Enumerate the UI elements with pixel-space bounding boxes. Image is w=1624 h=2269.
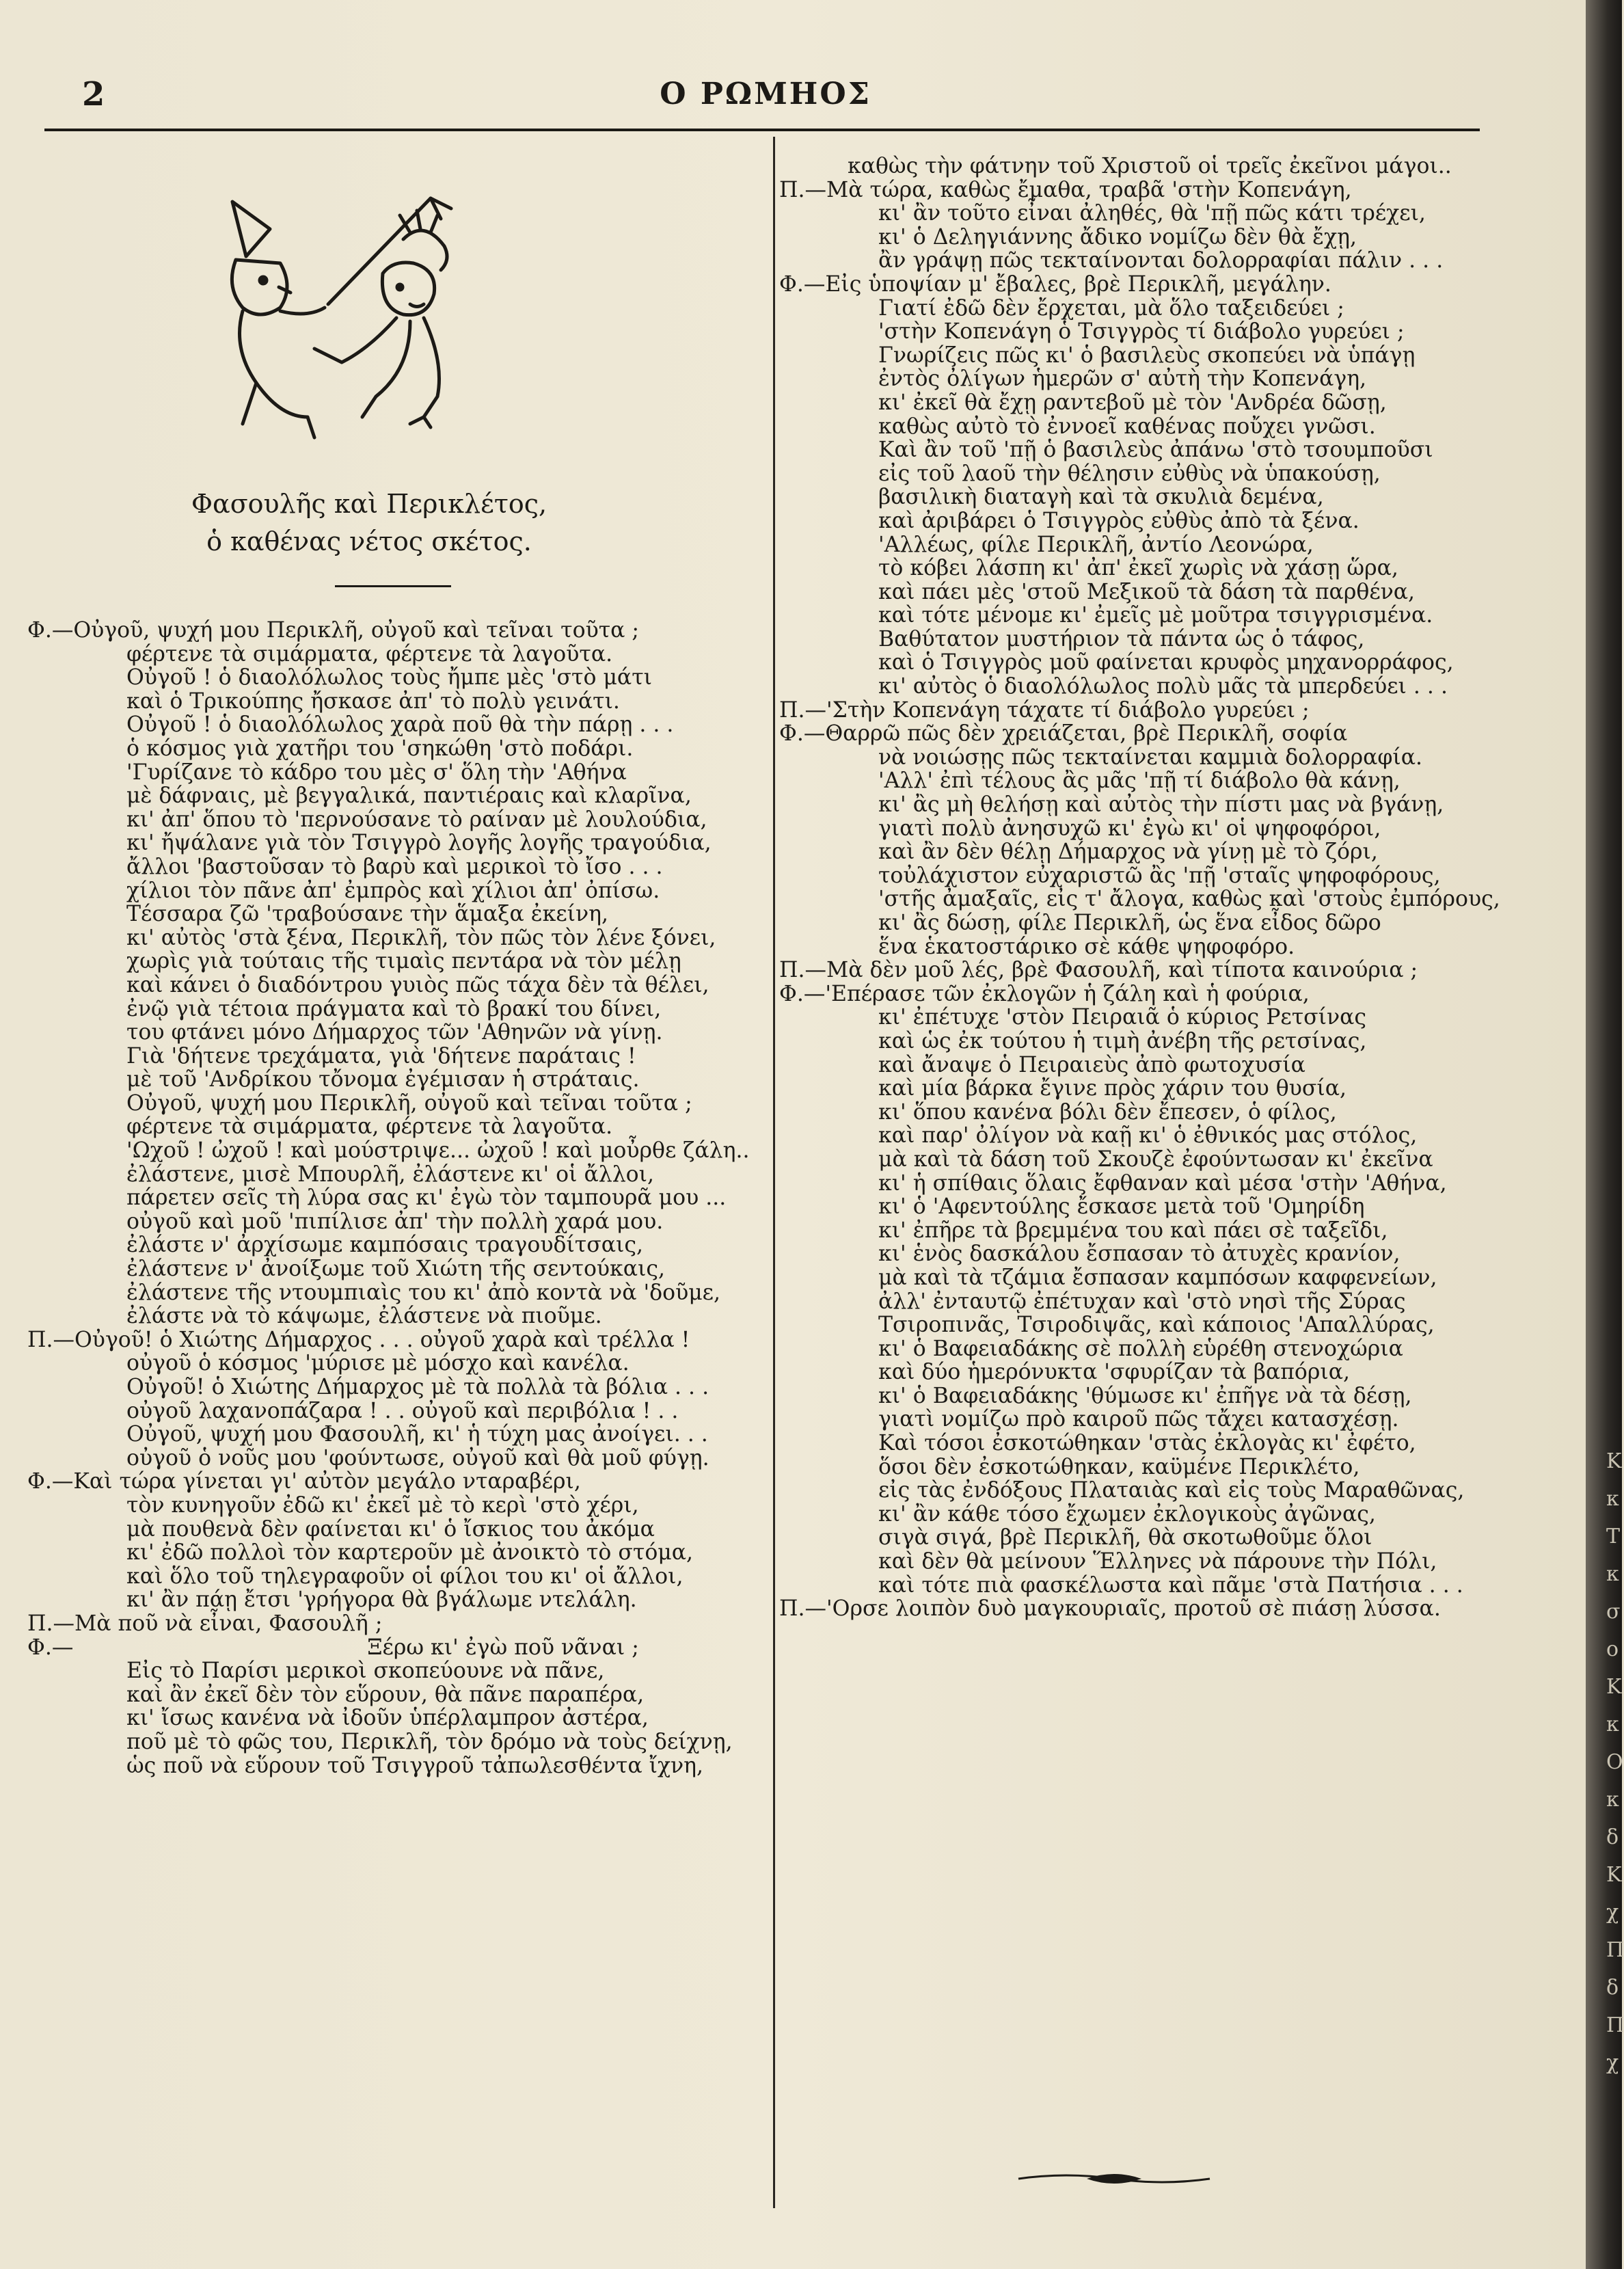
edge-letter: Π	[1606, 2013, 1624, 2037]
verse-text: χωρὶς γιὰ τούταις τῆς τιμαὶς πεντάρα νὰ τὸν μέλῃ	[126, 949, 681, 974]
verse-text: καὶ τότε μένομε κι' ἐμεῖς μὲ μοῦτρα τσιγγρισμένα.	[878, 603, 1433, 628]
verse-text: εἰς τοῦ λαοῦ τὴν θέλησιν εὐθὺς νὰ ὑπακούσῃ,	[878, 461, 1381, 486]
verse-line	[27, 1612, 745, 1636]
verse-line	[779, 1432, 1500, 1455]
edge-letter: ο	[1606, 1637, 1619, 1661]
verse-text: οὐγοῦ ὁ νοῦς μου 'φούντωσε, οὐγοῦ καὶ θὰ μοῦ φύγῃ.	[126, 1445, 709, 1471]
verse-line	[27, 1352, 745, 1375]
verse-text: ἂν γράψῃ πῶς τεκταίνονται δολορραφίαι πάλιν . . .	[878, 248, 1444, 273]
verse-text: κι' ἂν πάῃ ἔτσι 'γρήγορα θὰ βγάλωμε ντελάλη.	[126, 1587, 637, 1613]
verse-text: κι' ἂς μὴ θελήσῃ καὶ αὐτὸς τὴν πίστι μας νὰ βγάνῃ,	[878, 792, 1444, 818]
verse-text: 'στῆς ἀμαξαῖς, εἰς τ' ἄλογα, καθὼς καὶ 'στοὺς ἐμπόρους,	[878, 887, 1500, 912]
verse-line	[779, 887, 1500, 911]
speaker-label: Φ.—	[27, 618, 74, 643]
verse-line	[27, 974, 745, 997]
verse-line	[779, 1077, 1500, 1101]
verse-text: κι' ἐπῆρε τὰ βρεμμένα του καὶ πάει σὲ ταξεῖδι,	[878, 1218, 1388, 1243]
verse-line	[779, 628, 1500, 652]
edge-letter: Π	[1606, 1938, 1624, 1962]
verse-text: ἐλάστε νὰ τὸ κάψωμε, ἐλάστενε νὰ πιοῦμε.	[126, 1304, 602, 1329]
verse-text: Εἰς τὸ Παρίσι μερικοὶ σκοπεύουνε νὰ πᾶνε,	[126, 1659, 605, 1684]
verse-text: μὲ τοῦ 'Ανδρίκου τὄνομα ἐγέμισαν ἡ στράταις.	[126, 1067, 640, 1092]
verse-text: Μὰ τώρα, καθὼς ἔμαθα, τραβᾶ 'στὴν Κοπενάγη,	[826, 177, 1352, 202]
edge-letter: Τ	[1606, 1525, 1621, 1548]
verse-line	[779, 1242, 1500, 1266]
verse-text: Οὐγοῦ, ψυχή μου Περικλῆ, οὐγοῦ καὶ τεῖναι τοῦτα ;	[126, 1090, 692, 1116]
verse-text: Γνωρίζεις πῶς κι' ὁ βασιλεὺς σκοπεύει νὰ ὑπάγῃ	[878, 343, 1416, 368]
speaker-label: Φ.—	[27, 1469, 74, 1494]
verse-text: Τσιροπινᾶς, Τσιροδιψᾶς, καὶ κάποιος 'Απαλλύρας,	[878, 1313, 1435, 1338]
verse-line	[779, 580, 1500, 604]
caption-rule	[335, 585, 451, 587]
verse-line	[27, 1588, 745, 1612]
verse-line	[27, 713, 745, 737]
verse-text: ἄλλοι 'βαστοῦσαν τὸ βαρὺ καὶ μερικοὶ τὸ ἴσο . . .	[126, 854, 663, 879]
verse-line	[779, 533, 1500, 557]
verse-line	[27, 1565, 745, 1589]
verse-text: Οὐγοῦ! ὁ Χιώτης Δήμαρχος . . . οὐγοῦ χαρὰ καὶ τρέλλα !	[74, 1327, 690, 1352]
verse-text: πάρετεν σεῖς τὴ λύρα σας κι' ἐγὼ τὸν ταμπουρᾶ μου ...	[126, 1185, 727, 1211]
edge-letter: κ	[1606, 1788, 1619, 1812]
verse-text: μὲ δάφναις, μὲ βεγγαλικά, παντιέραις καὶ κλαρῖνα,	[126, 783, 692, 809]
verse-text: Οὐγοῦ, ψυχή μου Περικλῆ, οὐγοῦ καὶ τεῖναι τοῦτα ;	[73, 618, 640, 643]
verse-text: φέρτενε τὰ σιμάρματα, φέρτενε τὰ λαγοῦτα.	[126, 1114, 613, 1140]
speaker-label: Φ.—	[27, 1635, 74, 1660]
verse-text: μὰ καὶ τὰ τζάμια ἔσπασαν καμπόσων καφφενείων,	[878, 1265, 1437, 1290]
verse-line	[779, 1479, 1500, 1503]
verse-text: γιατὶ νομίζω πρὸ καιροῦ πῶς τἄχει κατασχέσῃ.	[878, 1407, 1399, 1432]
verse-line	[27, 737, 745, 761]
verse-line	[779, 178, 1500, 202]
verse-line	[779, 935, 1500, 959]
header-rule	[44, 129, 1480, 131]
verse-line	[27, 1423, 745, 1447]
verse-line	[27, 1659, 745, 1683]
verse-line	[27, 690, 745, 714]
verse-line	[27, 902, 745, 926]
verse-text: καὶ ἄναψε ὁ Πειραιεὺς ἀπὸ φωτοχυσία	[878, 1052, 1305, 1077]
verse-text: κι' ἑνὸς δασκάλου ἔσπασαν τὸ ἀτυχὲς κρανίον,	[878, 1241, 1400, 1267]
verse-text: καὶ μία βάρκα ἔγινε πρὸς χάριν του θυσία,	[878, 1076, 1347, 1101]
verse-text: κι' ὁ Δεληγιάννης ἄδικο νομίζω δὲν θὰ ἔχῃ,	[878, 224, 1357, 250]
verse-line	[27, 1163, 745, 1187]
verse-text: κι' ἴσως κανένα νὰ ἰδοῦν ὑπέρλαμπρον ἀστέρα,	[126, 1706, 649, 1731]
verse-line	[779, 485, 1500, 509]
verse-line	[779, 1290, 1500, 1314]
verse-text: φέρτενε τὰ σιμάρματα, φέρτενε τὰ λαγοῦτα.	[126, 641, 613, 667]
verse-text: κι' ἐπέτυχε 'στὸν Πειραιᾶ ὁ κύριος Ρετσίνας	[878, 1005, 1367, 1030]
caption-line-1: Φασουλῆς καὶ Περικλέτος,	[191, 489, 547, 519]
speaker-label: Π.—	[779, 177, 826, 202]
verse-text: του φτάνει μόνο Δήμαρχος τῶν 'Αθηνῶν νὰ γίνῃ.	[126, 1020, 663, 1045]
verse-line	[779, 1030, 1500, 1053]
edge-letter: Ο	[1606, 1750, 1623, 1774]
verse-text: 'Ορσε λοιπὸν δυὸ μαγκουριαῖς, προτοῦ σὲ πιάσῃ λύσσα.	[826, 1596, 1441, 1622]
verse-text: ὡς ποῦ νὰ εὕρουν τοῦ Τσιγγροῦ τἀπωλεσθέντα ἴχνη,	[126, 1753, 704, 1778]
verse-text: κι' ἂς δώσῃ, φίλε Περικλῆ, ὡς ἕνα εἶδος δῶρο	[878, 911, 1381, 935]
verse-line	[27, 1494, 745, 1518]
verse-text: Καὶ τώρα γίνεται γι' αὐτὸν μεγάλο νταραβέρι,	[73, 1469, 581, 1494]
verse-line	[779, 391, 1500, 415]
verse-text: ἐλάστενε ν' ἀνοίξωμε τοῦ Χιώτη τῆς σεντούκαις,	[126, 1257, 666, 1282]
verse-line	[779, 1148, 1500, 1172]
verse-line	[27, 1447, 745, 1471]
verse-text: 'Ωχοῦ ! ὠχοῦ ! καὶ μούστριψε... ὠχοῦ ! καὶ μοὖρθε ζάλη..	[126, 1138, 750, 1164]
verse-line	[779, 604, 1500, 628]
verse-line	[27, 1375, 745, 1399]
verse-text: οὐγοῦ καὶ μοῦ 'πιπίλισε ἀπ' τὴν πολλὴ χαρά μου.	[126, 1209, 664, 1234]
verse-line	[779, 1313, 1500, 1337]
verse-text: Καὶ τόσοι ἐσκοτώθηκαν 'στὰς ἐκλογὰς κι' ἐφέτο,	[878, 1431, 1416, 1456]
verse-text: Καὶ ἂν τοῦ 'πῇ ὁ βασιλεὺς ἀπάνω 'στὸ τσουμποῦσι	[878, 438, 1433, 463]
verse-line	[779, 1574, 1500, 1598]
verse-line	[779, 1384, 1500, 1408]
edge-letter: χ	[1606, 1901, 1619, 1924]
verse-line	[779, 1360, 1500, 1384]
verse-line	[779, 556, 1500, 580]
verse-line	[779, 1597, 1500, 1621]
verse-line	[779, 249, 1500, 273]
verse-line	[779, 320, 1500, 344]
verse-line	[27, 761, 745, 785]
verse-line	[779, 1266, 1500, 1290]
verse-line	[779, 722, 1500, 746]
verse-line	[779, 1101, 1500, 1125]
verse-line	[27, 666, 745, 690]
verse-line	[779, 509, 1500, 533]
speaker-label: Π.—	[779, 697, 826, 723]
verse-text: Οὐγοῦ! ὁ Χιώτης Δήμαρχος μὲ τὰ πολλὰ τὰ βόλια . . .	[126, 1375, 709, 1399]
verse-line	[27, 950, 745, 974]
verse-text: καὶ παρ' ὀλίγον νὰ καῇ κι' ὁ ἐθνικός μας στόλος,	[878, 1123, 1418, 1149]
verse-text: χίλιοι τὸν πᾶνε ἀπ' ἐμπρὸς καὶ χίλιοι ἀπ' ὀπίσω.	[126, 878, 660, 903]
verse-line	[27, 1045, 745, 1069]
verse-line	[27, 1730, 745, 1754]
verse-line	[779, 273, 1500, 297]
verse-line	[779, 1408, 1500, 1432]
verse-text: 'στὴν Κοπενάγη ὁ Τσιγγρὸς τί διάβολο γυρεύει ;	[878, 319, 1405, 345]
verse-line	[779, 1219, 1500, 1243]
speaker-label: Φ.—	[779, 721, 826, 747]
verse-line	[27, 1233, 745, 1257]
verse-line	[27, 1092, 745, 1116]
verse-text: ἕνα ἑκατοστάρικο σὲ κάθε ψηφοφόρο.	[878, 934, 1295, 959]
cartoon-caption	[164, 485, 574, 561]
verse-text: Βαθύτατον μυστήριον τὰ πάντα ὡς ὁ τάφος,	[878, 626, 1365, 652]
edge-letter: κ	[1606, 1487, 1619, 1511]
verse-line	[27, 1683, 745, 1707]
edge-letter: Κ	[1606, 1449, 1622, 1473]
verse-text: τὸ κόβει λάσπη κι' ἀπ' ἐκεῖ χωρὶς νὰ χάσῃ ὥρα,	[878, 556, 1398, 581]
adjacent-page-edge-text	[1606, 1442, 1622, 2082]
verse-text: Εἰς ὑποψίαν μ' ἔβαλες, βρὲ Περικλῆ, μεγάλην.	[825, 271, 1331, 297]
verse-line	[27, 1281, 745, 1305]
verse-line	[27, 1541, 745, 1565]
verse-line	[27, 1210, 745, 1234]
verse-line	[27, 1115, 745, 1139]
verse-text: καὶ ὁ Τρικούπης ἤσκασε ἀπ' τὸ πολὺ γεινάτι.	[126, 688, 620, 714]
verse-line	[779, 746, 1500, 770]
verse-line	[779, 202, 1500, 226]
verse-text: κι' αὐτὸς ὁ διαολόλωλος πολὺ μᾶς τὰ μπερδεύει . . .	[878, 674, 1448, 699]
edge-letter: χ	[1606, 2051, 1619, 2075]
verse-text: κι' ὅπου κανένα βόλι δὲν ἔπεσεν, ὁ φίλος,	[878, 1099, 1337, 1125]
verse-line	[779, 1124, 1500, 1148]
verse-line	[27, 1304, 745, 1328]
speaker-label: Π.—	[27, 1611, 75, 1636]
verse-text: κι' αὐτὸς 'στὰ ξένα, Περικλῆ, τὸν πῶς τὸν λένε ξόνει,	[126, 925, 716, 950]
verse-line	[779, 297, 1500, 321]
verse-line	[779, 958, 1500, 982]
cartoon-illustration	[205, 191, 506, 451]
verse-line	[27, 1636, 745, 1660]
verse-text: Μὰ δὲν μοῦ λές, βρὲ Φασουλῆ, καὶ τίποτα καινούρια ;	[826, 958, 1418, 983]
verse-text: τὸν κυνηγοῦν ἐδῶ κι' ἐκεῖ μὲ τὸ κερὶ 'στὸ χέρι,	[126, 1492, 639, 1518]
edge-letter: Κ	[1606, 1675, 1622, 1699]
verse-text: 'Γυρίζανε τὸ κάδρο του μὲς σ' ὅλη τὴν 'Αθήνα	[126, 760, 627, 785]
verse-text: καὶ ἂν δὲν θέλῃ Δήμαρχος νὰ γίνῃ μὲ τὸ ζόρι,	[878, 840, 1378, 865]
caption-line-2: ὁ καθένας νέτος σκέτος.	[206, 526, 532, 556]
verse-text: Θαρρῶ πῶς δὲν χρειάζεται, βρὲ Περικλῆ, σοφία	[825, 721, 1348, 747]
verse-line	[779, 911, 1500, 935]
verse-line	[779, 840, 1500, 864]
verse-text: τοὐλάχιστον εὐχαριστῶ ἂς 'πῇ 'σταῖς ψηφοφόρους,	[878, 863, 1441, 888]
verse-line	[27, 1399, 745, 1423]
speaker-label: Π.—	[779, 1596, 826, 1622]
verse-text: νὰ νοιώσῃς πῶς τεκταίνεται καμμιὰ δολορραφία.	[878, 744, 1423, 770]
verse-text: γιατὶ πολὺ ἀνησυχῶ κι' ἐγὼ κι' οἱ ψηφοφόροι,	[878, 816, 1381, 841]
verse-text: μὰ καὶ τὰ δάση τοῦ Σκουζὲ ἐφούντωσαν κι' ἐκεῖνα	[878, 1146, 1433, 1172]
verse-text: καὶ τότε πιὰ φασκέλωστα καὶ πᾶμε 'στὰ Πατήσια . . .	[878, 1572, 1463, 1598]
verse-line	[779, 438, 1500, 462]
verse-line	[27, 1328, 745, 1352]
verse-line	[27, 1138, 750, 1164]
verse-line	[27, 831, 745, 855]
verse-text: κι' ἂν κάθε τόσο ἔχωμεν ἐκλογικοὺς ἀγῶνας,	[878, 1501, 1376, 1527]
verse-text: κι' ὁ Βαφειαδάκης 'θύμωσε κι' ἐπῆγε νὰ τὰ δέσῃ,	[878, 1383, 1412, 1408]
verse-line	[779, 1195, 1500, 1219]
verse-line	[779, 1526, 1500, 1550]
speaker-label: Π.—	[779, 958, 826, 983]
verse-text: εἰς τὰς ἐνδόξους Πλαταιὰς καὶ εἰς τοὺς Μαραθῶνας,	[878, 1478, 1465, 1503]
verse-text: Οὐγοῦ ! ὁ διαολόλωλος τοὺς ἤμπε μὲς 'στὸ μάτι	[126, 665, 652, 690]
verse-line	[27, 1754, 745, 1778]
verse-line	[27, 1706, 745, 1730]
verse-line	[27, 879, 745, 903]
verse-text: οὐγοῦ λαχανοπάζαρα ! . . οὐγοῦ καὶ περιβόλια ! . .	[126, 1398, 679, 1423]
verse-text: καὶ ὅλο τοῦ τηλεγραφοῦν οἱ φίλοι του κι' οἱ ἄλλοι,	[126, 1563, 684, 1589]
verse-text: Μὰ ποῦ νὰ εἶναι, Φασουλῆ ;	[74, 1611, 383, 1636]
speaker-label: Π.—	[27, 1327, 75, 1352]
verse-line	[779, 1053, 1500, 1077]
verse-text: Οὐγοῦ ! ὁ διαολόλωλος χαρὰ ποῦ θὰ τὴν πάρῃ . . .	[126, 712, 674, 738]
verse-line	[779, 415, 1500, 439]
verse-text: Γιατί ἐδῶ δὲν ἔρχεται, μὰ ὅλο ταξειδεύει ;	[878, 295, 1344, 321]
verse-line	[27, 1021, 745, 1045]
verse-text: ὁ κόσμος γιὰ χατῆρι του 'σηκώθη 'στὸ ποδάρι.	[126, 736, 634, 761]
verse-line	[779, 155, 1500, 178]
edge-letter: Κ	[1606, 1863, 1622, 1887]
verse-line	[779, 817, 1500, 841]
verse-line	[779, 675, 1500, 699]
verse-text: κι' ὁ 'Αφεντούλης ἔσκασε μετὰ τοῦ 'Ομηρίδη	[878, 1194, 1365, 1220]
verse-text: ἐλάστε ν' ἀρχίσωμε καμπόσαις τραγουδίτσαις,	[126, 1233, 643, 1258]
verse-text: Οὐγοῦ, ψυχή μου Φασουλῆ, κι' ἡ τύχη μας ἀνοίγει. . .	[126, 1422, 708, 1447]
verse-text: καὶ δύο ἡμερόνυκτα 'σφυρίζαν τὰ βαπόρια,	[878, 1360, 1351, 1385]
verse-text: κι' ὁ Βαφειαδάκης σὲ πολλὴ εὑρέθη στενοχώρια	[878, 1336, 1403, 1361]
verse-text: ἐλάστενε τῆς ντουμπιαὶς του κι' ἀπὸ κοντὰ νὰ 'δοῦμε,	[126, 1280, 721, 1305]
verse-text: 'Επέρασε τῶν ἐκλογῶν ἡ ζάλη καὶ ἡ φούρια,	[825, 981, 1310, 1006]
verse-text: καὶ ἂν ἐκεῖ δὲν τὸν εὕρουν, θὰ πᾶνε παραπέρα,	[126, 1682, 645, 1707]
verse-text: καὶ πάει μὲς 'στοῦ Μεξικοῦ τὰ δάση τὰ παρθένα,	[878, 579, 1416, 604]
verse-text: καὶ ἀριβάρει ὁ Τσιγγρὸς εὐθὺς ἀπὸ τὰ ξένα.	[878, 508, 1359, 533]
page-number: 2	[82, 75, 105, 113]
verse-text: Ξέρω κι' ἐγὼ ποῦ νᾶναι ;	[367, 1635, 639, 1660]
edge-letter: κ	[1606, 1562, 1619, 1586]
verse-text: ἐλάστενε, μισὲ Μπουρλῆ, ἐλάστενε κι' οἱ ἄλλοι,	[126, 1162, 655, 1187]
verse-text: ὅσοι δὲν ἐσκοτώθηκαν, καϋμένε Περικλέτο,	[878, 1454, 1360, 1479]
verse-text: κι' ἡ σπίθαις ὅλαις ἔφθαναν καὶ μέσα 'στὴν 'Αθήνα,	[878, 1170, 1447, 1196]
journal-title: Ο ΡΩΜΗΟΣ	[660, 77, 871, 111]
verse-line	[27, 1257, 745, 1281]
verse-line	[27, 1470, 745, 1494]
verse-line	[27, 1068, 745, 1092]
edge-letter: κ	[1606, 1713, 1619, 1736]
verse-line	[779, 1503, 1500, 1527]
verse-line	[779, 699, 1500, 723]
verse-line	[779, 864, 1500, 888]
verse-line	[27, 784, 745, 808]
verse-line	[779, 344, 1500, 368]
verse-text: 'Αλλ' ἐπὶ τέλους ἂς μᾶς 'πῇ τί διάβολο θὰ κάνῃ,	[878, 768, 1400, 794]
verse-line	[779, 1550, 1500, 1574]
edge-letter: σ	[1606, 1600, 1621, 1624]
verse-line	[27, 619, 745, 643]
verse-text: ποῦ μὲ τὸ φῶς του, Περικλῆ, τὸν δρόμο νὰ τοὺς δείχνῃ,	[126, 1729, 733, 1754]
verse-text: κι' ἀπ' ὅπου τὸ 'περνούσανε τὸ ραίναν μὲ λουλούδια,	[126, 807, 707, 832]
verse-line	[27, 855, 745, 879]
verse-text: μὰ πουθενὰ δὲν φαίνεται κι' ὁ ἴσκιος του ἀκόμα	[126, 1516, 655, 1542]
verse-line	[779, 651, 1500, 675]
verse-line	[27, 643, 745, 667]
closing-ornament	[1012, 2171, 1217, 2187]
verse-line	[779, 226, 1500, 250]
left-column-verse	[27, 618, 750, 1778]
verse-line	[779, 1455, 1500, 1479]
edge-letter: δ	[1606, 1976, 1619, 2000]
verse-line	[779, 1337, 1500, 1361]
verse-text: 'Στὴν Κοπενάγη τάχατε τί διάβολο γυρεύει ;	[826, 697, 1310, 723]
verse-text: Γιὰ 'δήτενε τρεχάματα, γιὰ 'δήτενε παράταις !	[126, 1043, 636, 1069]
verse-text: κι' ἂν τοῦτο εἶναι ἀληθές, θὰ 'πῇ πῶς κάτι τρέχει,	[878, 201, 1426, 226]
verse-line	[27, 1518, 745, 1542]
verse-text: καὶ ὁ Τσιγγρὸς μοῦ φαίνεται κρυφὸς μηχανορράφος,	[878, 650, 1454, 675]
verse-line	[779, 1006, 1500, 1030]
verse-text: οὐγοῦ ὁ κόσμος 'μύρισε μὲ μόσχο καὶ κανέλα.	[126, 1351, 630, 1376]
verse-text: κι' ἐδῶ πολλοὶ τὸν καρτεροῦν μὲ ἀνοικτὸ τὸ στόμα,	[126, 1540, 694, 1566]
verse-line	[27, 1186, 745, 1210]
verse-text: ἐντὸς ὀλίγων ἡμερῶν σ' αὐτὴ τὴν Κοπενάγη,	[878, 366, 1367, 392]
verse-line	[27, 926, 745, 950]
verse-line	[779, 769, 1500, 793]
verse-text: καὶ δὲν θὰ μείνουν Ἕλληνες νὰ πάρουνε τὴν Πόλι,	[878, 1549, 1437, 1574]
edge-letter: δ	[1606, 1825, 1619, 1849]
verse-text: κι' ἐκεῖ θὰ ἔχῃ ραντεβοῦ μὲ τὸν 'Ανδρέα δῶσῃ,	[878, 390, 1387, 415]
verse-text: ἀλλ' ἐνταυτῷ ἐπέτυχαν καὶ 'στὸ νησὶ τῆς Σύρας	[878, 1289, 1406, 1314]
speaker-label: Φ.—	[779, 981, 826, 1006]
verse-text: καὶ ὡς ἐκ τούτου ἡ τιμὴ ἀνέβη τῆς ρετσίνας,	[878, 1028, 1367, 1053]
page-header	[48, 68, 1483, 123]
verse-text: καθὼς αὐτὸ τὸ ἐννοεῖ καθένας ποὔχει γνῶσι.	[878, 414, 1376, 439]
verse-line	[779, 1172, 1500, 1196]
speaker-label: Φ.—	[779, 271, 826, 297]
verse-line	[779, 462, 1500, 486]
verse-text: σιγὰ σιγά, βρὲ Περικλῆ, θὰ σκοτωθοῦμε ὅλοι	[878, 1525, 1372, 1550]
column-divider	[773, 137, 775, 2208]
verse-line	[779, 793, 1500, 817]
verse-line	[779, 367, 1500, 391]
verse-text: καθὼς τὴν φάτνην τοῦ Χριστοῦ οἱ τρεῖς ἐκεῖνοι μάγοι..	[848, 154, 1452, 178]
verse-text: 'Αλλέως, φίλε Περικλῆ, ἀντίο Λεονώρα,	[878, 532, 1314, 557]
verse-line	[27, 997, 745, 1021]
verse-text: βασιλικὴ διαταγὴ καὶ τὰ σκυλιὰ δεμένα,	[878, 485, 1324, 510]
verse-text: ἐνῷ γιὰ τέτοια πράγματα καὶ τὸ βρακί του δίνει,	[126, 996, 662, 1021]
verse-line	[27, 808, 745, 832]
verse-text: Τέσσαρα ζῶ 'τραβούσανε τὴν ἅμαξα ἐκείνη,	[126, 902, 609, 927]
verse-line	[779, 982, 1500, 1006]
right-column-verse	[779, 155, 1500, 1621]
verse-text: κι' ἤψάλανε γιὰ τὸν Τσιγγρὸ λογῆς λογῆς τραγούδια,	[126, 831, 712, 856]
verse-text: καὶ κάνει ὁ διαδόντρου γυιὸς πῶς τάχα δὲν τὰ θέλει,	[126, 972, 709, 997]
